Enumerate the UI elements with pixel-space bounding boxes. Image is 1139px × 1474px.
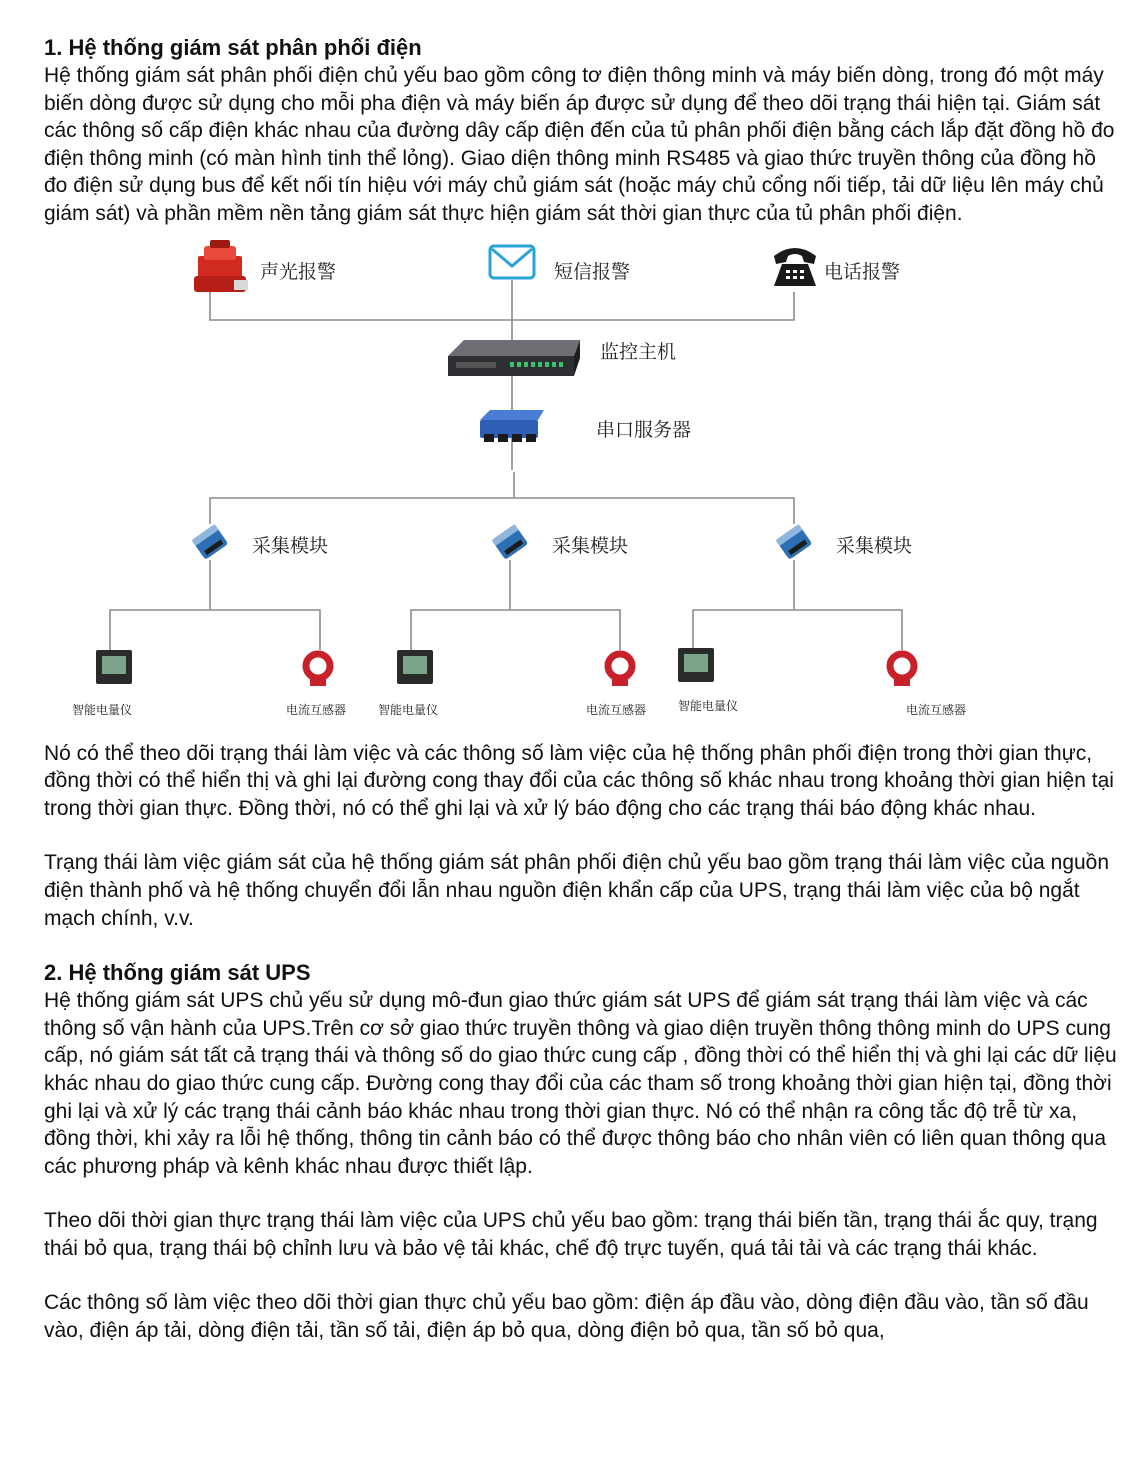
power-meter-icon-3 <box>678 648 714 682</box>
power-meter-icon-2 <box>397 650 433 684</box>
section-2-heading: 2. Hệ thống giám sát UPS <box>44 960 311 986</box>
meter-3-label: 智能电量仪 <box>678 698 739 713</box>
diagram-connectors <box>110 280 902 650</box>
module-3-label: 采集模块 <box>836 534 913 557</box>
alarm-sound-light-label: 声光报警 <box>260 260 337 283</box>
section-1-heading: 1. Hệ thống giám sát phân phối điện <box>44 35 422 60</box>
ct-1-label: 电流互感器 <box>286 702 347 717</box>
section-2-paragraph-2: Theo dõi thời gian thực trạng thái làm việc của UPS chủ yếu bao gồm: trạng thái biến tần, trạng thái ắc quy, trạng thái bỏ qua, trạng thái bộ chỉnh lưu và bảo vệ tải khác, chế độ trực tuyến, quá tải tải và các trạng thái khác. <box>44 1209 1098 1260</box>
meter-1-label: 智能电量仪 <box>72 702 133 717</box>
monitor-host-label: 监控主机 <box>600 340 677 363</box>
siren-icon <box>194 240 248 292</box>
serial-server-icon <box>480 410 544 442</box>
module-1-label: 采集模块 <box>252 534 329 557</box>
power-meter-icon-1 <box>96 650 132 684</box>
section-1-paragraph-3: Trạng thái làm việc giám sát của hệ thống giám sát phân phối điện chủ yếu bao gồm trạng thái làm việc của nguồn điện thành phố và hệ thống chuyển đổi lẫn nhau nguồn điện khẩn cấp của UPS, trạng thái làm việc của bộ ngắt mạch chính, v.v. <box>44 851 1110 930</box>
current-transformer-icon-1 <box>306 654 330 686</box>
diagram-canvas <box>44 240 1124 740</box>
envelope-icon <box>490 246 534 278</box>
alarm-phone-label: 电话报警 <box>824 260 901 283</box>
ct-3-label: 电流互感器 <box>906 702 967 717</box>
module-icon-2 <box>492 524 529 560</box>
section-1-intro: Hệ thống giám sát phân phối điện chủ yếu bao gồm công tơ điện thông minh và máy biến dòng, trong đó một máy biến dòng được sử dụng cho mỗi pha điện và máy biến áp được sử dụng để theo dõi trạng thái hiện tại. Giám sát các thông số cấp điện khác nhau của đường dây cấp điện đến của tủ phân phối điện bằng cách lắp đặt đồng hồ đo điện thông minh (có màn hình tinh thể lỏng). Giao diện thông minh RS485 và giao thức truyền thông của đồng hồ đo điện sử dụng bus để kết nối tín hiệu với máy chủ giám sát (hoặc máy chủ cổng nối tiếp, tải dữ liệu lên máy chủ giám sát) và phần mềm nền tảng giám sát thực hiện giám sát thời gian thực của tủ phân phối điện. <box>44 64 1115 225</box>
ct-2-label: 电流互感器 <box>586 702 647 717</box>
serial-server-label: 串口服务器 <box>596 418 692 441</box>
current-transformer-icon-3 <box>890 654 914 686</box>
meter-2-label: 智能电量仪 <box>378 702 439 717</box>
system-diagram <box>44 240 1124 740</box>
section-1-paragraph-2: Nó có thể theo dõi trạng thái làm việc và các thông số làm việc của hệ thống phân phối điện trong thời gian thực, đồng thời có thể hiển thị và ghi lại đường cong thay đổi của các thông số khác nhau trong khoảng thời gian hiện tại trong thời gian thực. Đồng thời, nó có thể ghi lại và xử lý báo động cho các trạng thái báo động khác nhau. <box>44 741 1114 820</box>
current-transformer-icon-2 <box>608 654 632 686</box>
module-icon-1 <box>192 524 229 560</box>
document <box>44 34 1124 1345</box>
telephone-icon <box>774 248 816 286</box>
module-icon-3 <box>776 524 813 560</box>
rack-server-icon <box>448 340 580 376</box>
alarm-sms-label: 短信报警 <box>554 260 631 283</box>
module-2-label: 采集模块 <box>552 534 629 557</box>
section-2-paragraph-3: Các thông số làm việc theo dõi thời gian thực chủ yếu bao gồm: điện áp đầu vào, dòng điện đầu vào, tần số đầu vào, điện áp tải, dòng điện tải, tần số tải, điện áp bỏ qua, dòng điện bỏ qua, tần số bỏ qua, <box>44 1291 1089 1343</box>
section-2-paragraph-1: Hệ thống giám sát UPS chủ yếu sử dụng mô-đun giao thức giám sát UPS để giám sát trạng thái làm việc và các thông số vận hành của UPS.Trên cơ sở giao thức truyền thông và giao diện truyền thông thông minh do UPS cung cấp, nó giám sát tất cả trạng thái và thông số do giao thức cung cấp , đồng thời có thể hiển thị và ghi lại các dữ liệu khác nhau do giao thức cung cấp. Đường cong thay đổi của các tham số trong khoảng thời gian hiện tại, đồng thời ghi lại và xử lý các trạng thái cảnh báo khác nhau trong thời gian thực. Nó có thể nhận ra công tắc độ trễ từ xa, đồng thời, khi xảy ra lỗi hệ thống, thông tin cảnh báo có thể được thông báo cho nhân viên có liên quan thông qua các phương pháp và kênh khác nhau được thiết lập. <box>44 989 1117 1178</box>
